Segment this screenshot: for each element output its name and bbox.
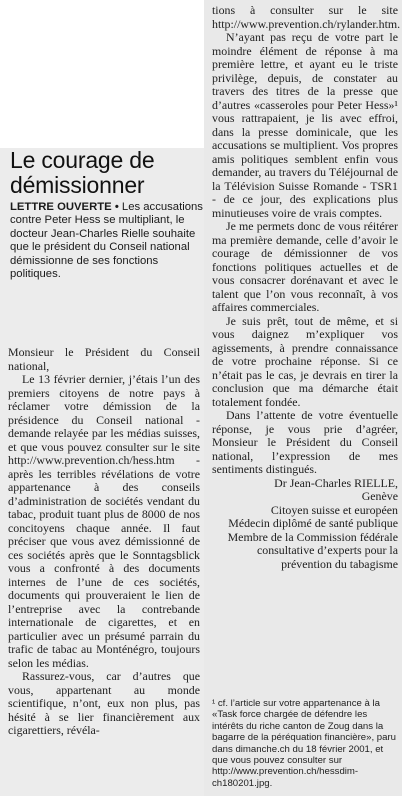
salutation: Monsieur le Président du Conseil national,	[8, 345, 200, 373]
lead-text: Les accusations contre Peter Hess se multipliant, le docteur Jean-Charles Rielle souhaite que le président du Conseil national démissionne de ses fonctions politiques.	[10, 201, 203, 281]
paragraph-3: tions à consulter sur le site http://www.prevention.ch/rylander.htm.	[212, 3, 401, 31]
left-column-clipping	[0, 148, 206, 796]
signature-block	[212, 477, 398, 572]
paragraph-6: Je suis prêt, tout de même, et si vous daignez m’expliquer vos agissements, à prendre connaissance de votre prochaine réponse. Si ce n’était pas le cas, je devrais en tirer la conclusion que ma démarche était totalement fondée.	[212, 313, 398, 409]
paragraph-1: Le 13 février dernier, j’étais l’un des premiers citoyens de notre pays à réclamer votre démission de la présidence du Conseil national - demande relayée par les médias suisses, et que vous pouvez consulter sur le site http://www.prevention.ch/hess.htm - après les terribles révélations de votre appartenance à des conseils d’administration de sociétés vendant du tabac, produit tuant plus de 8000 de nos concitoyens chaque année. Il faut préciser que vous avez démissionné de ces sociétés après que le Sonntagsblick vous a confronté à des documents internes de l’une de ces sociétés, documents qui prouveraient le lien de l’entreprise avec la contrebande internationale de cigarettes, et en particulier avec un présumé parrain du trafic de tabac au Monténégro, toujours selon les médias.	[8, 372, 200, 670]
paragraph-2: Rassurez-vous, car d’autres que vous, appartenant au monde scientifique, n’ont, eux non plus, pas hésité à se lier financièrement aux cigarettiers, révéla-	[8, 669, 200, 737]
paragraph-4: N’ayant pas reçu de votre part le moindre élément de réponse à ma première lettre, et ayant eu le triste privilège, depuis, de constater au travers des titres de la presse que d’autres «casseroles pour Peter Hess»¹ vous rattrapaient, je lis avec effroi, dans la presse dominicale, que les accusations se multiplient. Vos propres amis politiques semblent enfin vous demander, au travers du Téléjournal de la Télévision Suisse Romande - TSR1 - de ce jour, des explications plus minutieuses voire de vrais comptes.	[212, 30, 398, 220]
right-body	[212, 3, 401, 571]
right-column-clipping	[204, 0, 402, 796]
footnote: ¹ cf. l’article sur votre appartenance à la «Task force chargée de défendre les intérêts du riche canton de Zoug dans la bagarre de la péréquation financière», paru dans dimanche.ch du 18 février 2001, et que vous pouvez consulter sur http://www.prevention.ch/hessdim-ch180201.jpg.	[212, 698, 397, 789]
signature-line-3: Membre de la Commission fédérale consultative d’experts pour la prévention du tabagisme	[227, 529, 398, 571]
paragraph-7: Dans l’attente de votre éventuelle réponse, je vous prie d’agréer, Monsieur le Président du Conseil national, l’expression de mes sentiments distingués.	[212, 408, 398, 476]
signature-name: Dr Jean-Charles RIELLE,	[274, 475, 398, 490]
signature-line-2: Médecin diplômé de santé publique	[228, 516, 398, 530]
lead-label: LETTRE OUVERTE •	[10, 201, 119, 213]
paragraph-5: Je me permets donc de vous réitérer ma première demande, celle d’avoir le courage de démissionner de vos fonctions politiques actuelles et de vous consacrer dorénavant et avec le talent que l’on vous reconnaît, à vos affaires commerciales.	[212, 219, 398, 314]
headline: Le courage de démissionner	[10, 148, 155, 198]
left-body	[8, 346, 200, 738]
signature-city: Genève	[361, 489, 398, 503]
lead-paragraph	[10, 201, 206, 281]
signature-line-1: Citoyen suisse et européen	[270, 502, 398, 517]
